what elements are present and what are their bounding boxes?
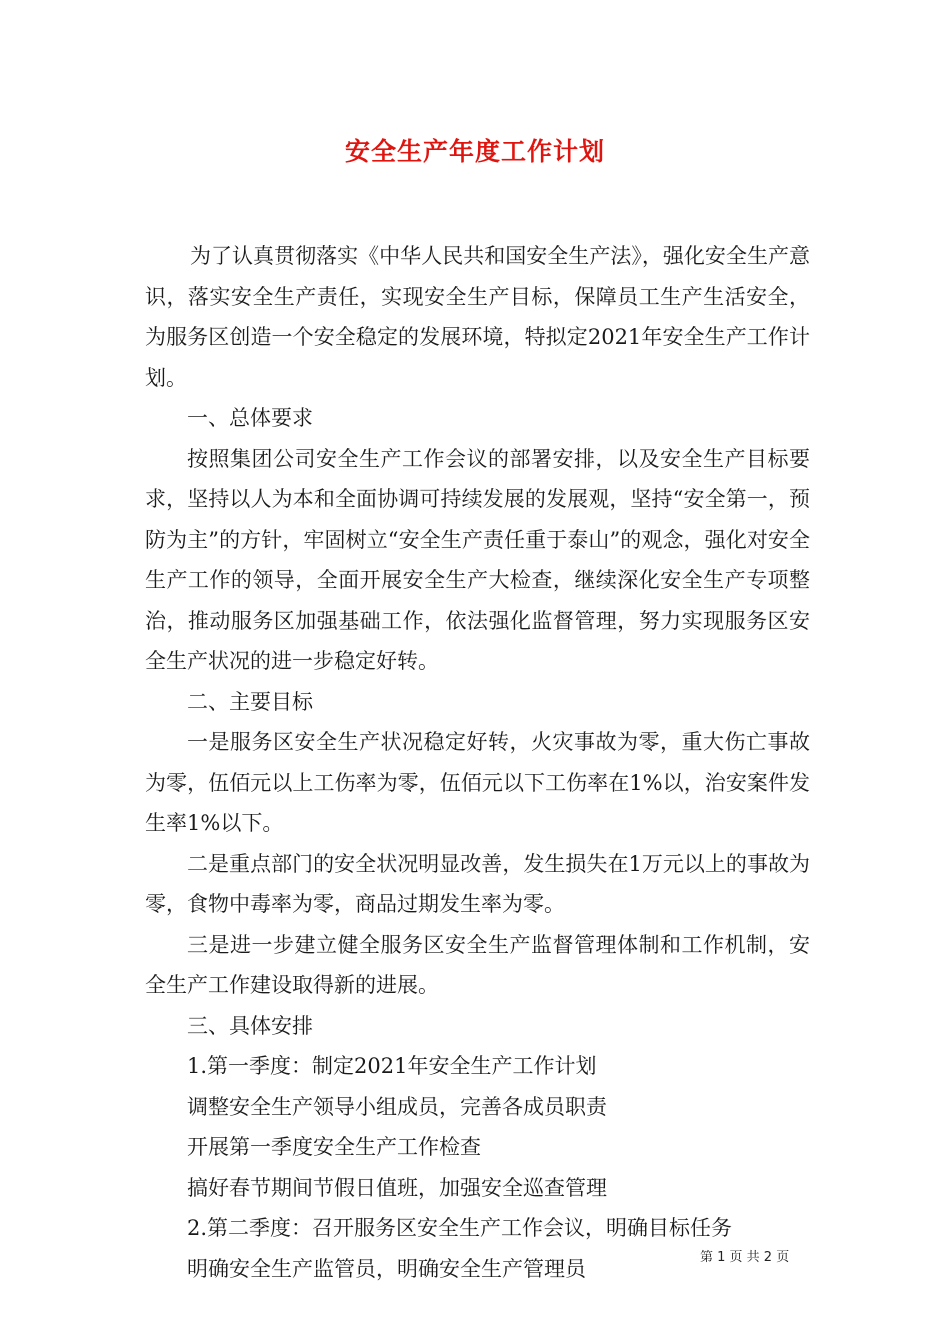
list-item-q1-detail-1: 调整安全生产领导小组成员，完善各成员职责 bbox=[187, 1094, 607, 1119]
list-item-q2-detail-1: 明确安全生产监管员，明确安全生产管理员 bbox=[187, 1256, 586, 1281]
paragraph-goal-2: 二是重点部门的安全状况明显改善，发生损失在1万元以上的事故为零，食物中毒率为零，商品过期发生率为零。 bbox=[145, 851, 810, 916]
paragraph-goal-3: 三是进一步建立健全服务区安全生产监督管理体制和工作机制，安全生产工作建设取得新的进展。 bbox=[145, 932, 810, 997]
list-item-q1-detail-3: 搞好春节期间节假日值班，加强安全巡查管理 bbox=[187, 1175, 607, 1200]
document-title: 安全生产年度工作计划 bbox=[344, 137, 605, 166]
paragraph-intro: 为了认真贯彻落实《中华人民共和国安全生产法》，强化安全生产意识，落实安全生产责任，实现安全生产目标，保障员工生产生活安全，为服务区创造一个安全稳定的发展环境，特拟定2021年安全生产工作计划。 bbox=[145, 244, 810, 390]
paragraph-goal-1: 一是服务区安全生产状况稳定好转，火灾事故为零，重大伤亡事故为零，伍佰元以上工伤率为零，伍佰元以下工伤率在1%以，治安案件发生率1%以下。 bbox=[145, 730, 810, 835]
page-number: 第 1 页 共 2 页 bbox=[700, 1250, 790, 1265]
list-item-q2: 2.第二季度：召开服务区安全生产工作会议，明确目标任务 bbox=[187, 1216, 733, 1240]
document-body bbox=[145, 236, 810, 1289]
section-heading-arrangements: 三、具体安排 bbox=[187, 1013, 313, 1038]
list-item-q1: 1.第一季度：制定2021年安全生产工作计划 bbox=[187, 1054, 597, 1078]
list-item-q1-detail-2: 开展第一季度安全生产工作检查 bbox=[187, 1135, 481, 1159]
paragraph-overall-requirements: 按照集团公司安全生产工作会议的部署安排，以及安全生产目标要求，坚持以人为本和全面协调可持续发展的发展观，坚持“安全第一，预防为主”的方针，牢固树立“安全生产责任重于泰山”的观念，强化对安全生产工作的领导，全面开展安全生产大检查，继续深化安全生产专项整治，推动服务区加强基础工作，依法强化监督管理，努力实现服务区安全生产状况的进一步稳定好转。 bbox=[145, 446, 810, 673]
section-heading-overall-requirements: 一、总体要求 bbox=[187, 406, 313, 430]
section-heading-main-goals: 二、主要目标 bbox=[187, 689, 313, 714]
